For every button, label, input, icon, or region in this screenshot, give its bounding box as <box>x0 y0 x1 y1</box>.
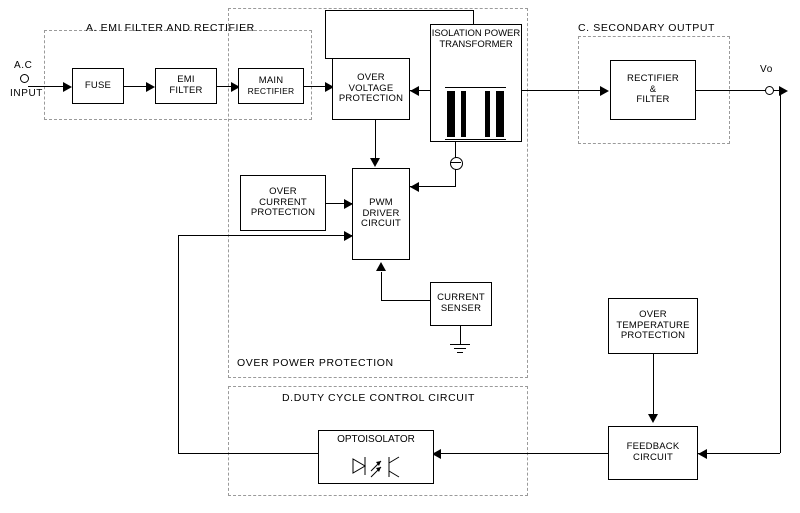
block-emi-filter-line-1: EMI <box>177 74 195 86</box>
block-isolation-power-transformer[interactable] <box>430 24 522 142</box>
block-main-rectifier-line-2: RECTIFIER <box>247 85 295 96</box>
arrow-into-pwm-left-lower <box>344 231 353 241</box>
block-current-senser[interactable] <box>430 282 492 326</box>
transformer-core-bar-1 <box>447 91 455 137</box>
block-pwm-line-3: CIRCUIT <box>361 218 401 230</box>
arrow-into-pwm-top <box>370 158 380 167</box>
ac-input-label-line1: A.C <box>14 60 33 71</box>
arrow-into-feedback-right <box>698 449 707 459</box>
transformer-core-bar-2 <box>461 91 466 137</box>
ground-bar-2 <box>454 348 466 349</box>
wire-left-rail-to-pwm <box>178 235 352 236</box>
block-ocp-line-3: PROTECTION <box>250 207 316 219</box>
block-over-temperature-protection[interactable] <box>608 298 698 354</box>
section-label-c: C. SECONDARY OUTPUT <box>578 22 716 34</box>
wire-otp-to-feedback <box>653 354 654 416</box>
wire-senser-to-pwm-run <box>381 300 430 301</box>
block-fuse-line-1: FUSE <box>84 79 112 91</box>
block-main-rectifier[interactable] <box>238 68 304 104</box>
block-fuse[interactable] <box>72 68 124 104</box>
block-ocp-line-1: OVER <box>269 185 297 197</box>
block-pwm-driver-circuit[interactable] <box>352 168 410 260</box>
transformer-core-top-rule <box>445 87 506 88</box>
wire-output-sense-to-feedback <box>698 453 780 454</box>
ground-bar-1 <box>450 344 470 345</box>
wire-ac-to-fuse <box>28 86 68 87</box>
block-pwm-line-2: DRIVER <box>362 207 400 219</box>
block-emi-filter[interactable] <box>155 68 217 104</box>
block-ovp-line-2: VOLTAGE <box>348 82 394 94</box>
arrow-into-fuse <box>63 82 72 92</box>
block-current-senser-line-2: SENSER <box>440 303 482 314</box>
block-optoisolator[interactable] <box>318 430 434 484</box>
switching-transistor-icon <box>450 157 463 170</box>
arrow-into-pwm-bottom <box>376 262 386 271</box>
transformer-core-bottom-rule <box>445 139 506 140</box>
wire-ovp-top-riser <box>325 10 326 58</box>
wire-gate-node-drop <box>455 168 456 186</box>
block-feedback-line-2: CIRCUIT <box>633 452 673 463</box>
wire-senser-ground-drop <box>460 326 461 344</box>
wire-top-rail-down-to-transformer <box>473 10 474 24</box>
ac-input-terminal-icon <box>20 74 29 83</box>
arrow-into-ovp-right <box>410 86 419 96</box>
wire-optoisolator-left-run <box>178 453 318 454</box>
ac-input-label-line2: INPUT <box>10 88 43 99</box>
wire-ovp-to-riser-stub <box>325 58 333 59</box>
block-transformer-line-2: POWER <box>484 28 521 39</box>
block-transformer-line-1: ISOLATION <box>431 28 482 39</box>
block-rectifier-filter-line-3: FILTER <box>636 94 670 106</box>
block-emi-filter-line-2: FILTER <box>169 85 203 96</box>
section-label-d: D.DUTY CYCLE CONTROL CIRCUIT <box>282 392 475 404</box>
block-over-voltage-protection[interactable] <box>332 58 410 120</box>
block-over-current-protection[interactable] <box>240 175 326 231</box>
output-terminal-icon <box>765 86 774 95</box>
wire-output-sense-drop <box>780 90 781 453</box>
transistor-symbol-bar <box>450 162 461 163</box>
arrow-into-emi-filter <box>146 82 155 92</box>
transformer-core-bar-3 <box>485 91 490 137</box>
block-feedback-circuit[interactable] <box>608 426 698 480</box>
block-rectifier-filter[interactable] <box>610 60 696 120</box>
wire-left-rail-riser <box>178 235 179 453</box>
arrow-into-feedback-top <box>648 414 658 423</box>
block-feedback-line-1: FEEDBACK <box>626 441 680 453</box>
output-label: Vo <box>760 64 773 75</box>
section-label-over-power-protection: OVER POWER PROTECTION <box>237 357 394 369</box>
arrow-into-rectifier-filter <box>600 86 609 96</box>
block-otp-line-1: OVER <box>639 308 667 320</box>
section-label-a: A. EMI FILTER AND RECTIFIER <box>86 22 255 34</box>
wire-ovp-down-to-pwm <box>375 120 376 162</box>
block-optoisolator-label: OPTOISOLATOR <box>337 434 415 445</box>
block-ocp-line-2: CURRENT <box>259 196 307 208</box>
block-rectifier-filter-line-1: RECTIFIER <box>627 72 679 84</box>
block-otp-line-3: PROTECTION <box>620 330 686 342</box>
wire-senser-to-pwm-up <box>381 272 382 300</box>
block-current-senser-line-1: CURRENT <box>437 292 485 304</box>
arrow-into-pwm-right <box>410 182 419 192</box>
ground-bar-3 <box>457 352 463 353</box>
wire-top-rail-to-transformer <box>325 10 473 11</box>
block-otp-line-2: TEMPERATURE <box>616 319 690 331</box>
optoisolator-symbol-icon <box>319 455 433 481</box>
block-ovp-line-3: PROTECTION <box>338 93 404 105</box>
block-ovp-line-1: OVER <box>357 71 385 83</box>
wire-feedback-to-optoisolator <box>432 453 608 454</box>
block-transformer-line-3: TRANSFORMER <box>439 38 513 50</box>
block-main-rectifier-line-1: MAIN <box>258 74 284 86</box>
transformer-core-bar-4 <box>496 91 504 137</box>
block-rectifier-filter-line-2: & <box>649 83 657 95</box>
wire-transformer-to-rectifier-filter <box>522 90 606 91</box>
block-pwm-line-1: PWM <box>369 196 393 208</box>
